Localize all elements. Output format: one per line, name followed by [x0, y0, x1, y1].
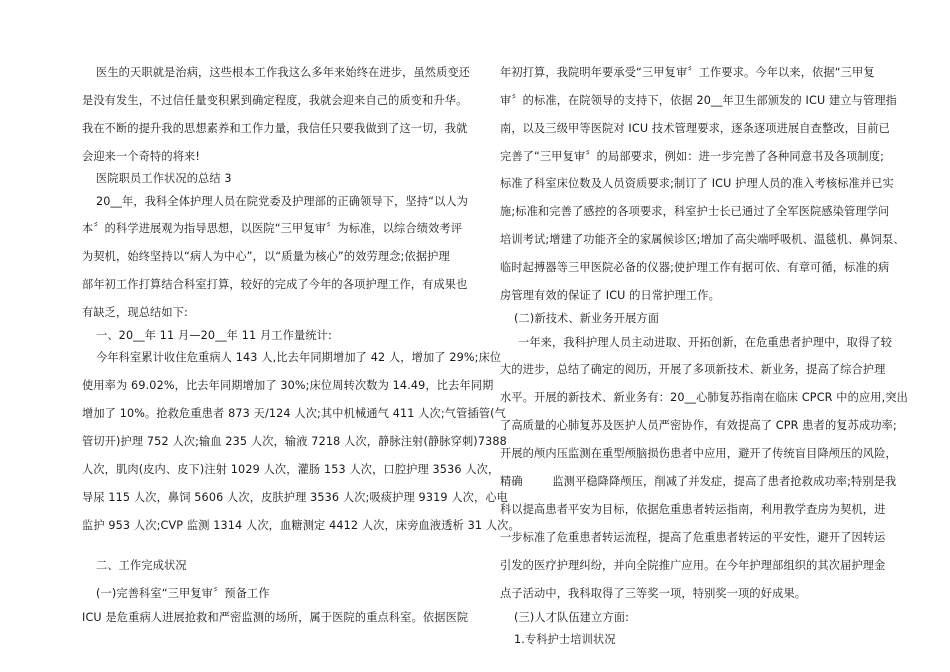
paragraph-line: 南，以及三级甲等医院对 ICU 技术管理要求，逐条逐项进展自查整改，目前已: [500, 122, 890, 135]
paragraph-line: 标准了科室床位数及人员资质要求;制订了 ICU 护理人员的准入考核标准并已实: [500, 177, 894, 190]
subheading: (二)新技术、新业务开展方面: [514, 312, 660, 325]
paragraph-line: 20__年，我科全体护理人员在院党委及护理部的正确领导下，坚持“以人为: [96, 195, 469, 208]
paragraph-line: 今年科室累计收住危重病人 143 人,比去年同期增加了 42 人，增加了 29%;床位: [96, 351, 502, 364]
subheading: 1.专科护士培训状况: [514, 633, 616, 646]
paragraph-line: 临时起搏器等三甲医院必备的仪器;使护理工作有据可依、有章可循，标准的病: [500, 261, 890, 274]
paragraph-line: 施;标准和完善了感控的各项要求，科室护士长已通过了全军医院感染管理学问: [500, 205, 890, 218]
section-title: 医院职员工作状况的总结 3: [96, 172, 232, 185]
paragraph-line: 一年来，我科护理人员主动进取、开拓创新，在危重患者护理中，取得了较: [518, 336, 893, 349]
paragraph-line: 年初打算，我院明年要承受“三甲复审〞工作要求。今年以来，依据“三甲复: [500, 66, 875, 79]
paragraph-line: 水平。开展的新技术、新业务有：20__心肺复苏指南在临床 CPCR 中的应用,突出: [500, 391, 909, 404]
paragraph-line: 精确 监测平稳降降颅压，削减了并发症，提高了患者抢救成功率;特别是我: [500, 475, 897, 488]
paragraph-line: 人次，肌肉(皮内、皮下)注射 1029 人次，灌肠 153 人次，口腔护理 3536 人次，: [82, 463, 500, 476]
paragraph-line: 医生的天职就是治病，这些根本工作我这么多年来始终在进步，虽然质变还: [96, 66, 471, 79]
subheading: (一)完善科室“三甲复审〞预备工作: [96, 587, 270, 600]
paragraph-line: 本〞的科学进展观为指导思想，以医院“三甲复审〞为标准，以综合绩效考评: [82, 222, 463, 235]
paragraph-line: 科以提高患者平安为目标，依据危重患者转运指南，利用教学查房为契机，进: [500, 503, 886, 516]
paragraph-line: 部年初工作打算结合科室打算，较好的完成了今年的各项护理工作，有成果也: [82, 278, 468, 291]
paragraph-line: 了高质量的心肺复苏及医护人员严密协作，有效提高了 CPR 患者的复苏成功率;: [500, 419, 897, 432]
paragraph-line: 会迎来一个奇特的将来!: [82, 150, 201, 163]
paragraph-line: 监护 953 人次;CVP 监测 1314 人次，血糖测定 4412 人次，床旁血液透析 31 人次。: [82, 519, 520, 532]
paragraph-line: 培训考试;增建了功能齐全的家属候诊区;增加了高尖端呼吸机、温毯机、鼻饲泵、: [500, 233, 905, 246]
paragraph-line: 是没有发生，不过信任量变积累到确定程度，我就会迎来自己的质变和升华。: [82, 94, 468, 107]
paragraph-line: ICU 是危重病人进展抢救和严密监测的场所，属于医院的重点科室。依据医院: [82, 611, 469, 624]
paragraph-line: 我在不断的提升我的思想素养和工作力量，我信任只要我做到了这一切，我就: [82, 122, 468, 135]
paragraph-line: 管切开)护理 752 人次;输血 235 人次，输液 7218 人次，静脉注射(静脉穿刺)7388: [82, 435, 507, 448]
paragraph-line: 一步标准了危重患者转运流程，提高了危重患者转运的平安性，避开了因转运: [500, 531, 886, 544]
paragraph-line: 开展的颅内压监测在重型颅脑损伤患者中应用，避开了传统盲目降颅压的风险，: [500, 447, 897, 460]
paragraph-line: 增加了 10%。抢救危重患者 873 天/124 人次;其中机械通气 411 人次;气管插管(气: [82, 407, 507, 420]
paragraph-line: 大的进步，总结了确定的阅历，开展了多项新技术、新业务，提高了综合护理: [500, 363, 886, 376]
section-heading: 二、工作完成状况: [96, 559, 187, 572]
subheading: 一、20__年 11 月—20__年 11 月工作量统计:: [96, 329, 332, 342]
paragraph-line: 有缺乏，现总结如下:: [82, 306, 188, 319]
paragraph-line: 完善了“三甲复审〞的局部要求，例如：进一步完善了各种同意书及各项制度;: [500, 150, 885, 163]
subheading: (三)人才队伍建立方面:: [514, 611, 629, 624]
paragraph-line: 为契机，始终坚持以“病人为中心”，以“质量为核心”的效劳理念;依据护理: [82, 250, 450, 263]
paragraph-line: 导尿 115 人次，鼻饲 5606 人次，皮肤护理 3536 人次;吸痰护理 9319 人次，心电: [82, 491, 509, 504]
paragraph-line: 房管理有效的保证了 ICU 的日常护理工作。: [500, 289, 720, 302]
paragraph-line: 点子活动中，我科取得了三等奖一项，特别奖一项的好成果。: [500, 587, 807, 600]
paragraph-line: 引发的医疗护理纠纷，并向全院推广应用。在今年护理部组织的其次届护理金: [500, 559, 886, 572]
paragraph-line: 审〞的标准，在院领导的支持下，依据 20__年卫生部颁发的 ICU 建立与管理指: [500, 94, 898, 107]
paragraph-line: 使用率为 69.02%，比去年同期增加了 30%;床位周转次数为 14.49，比去年同期: [82, 379, 494, 392]
